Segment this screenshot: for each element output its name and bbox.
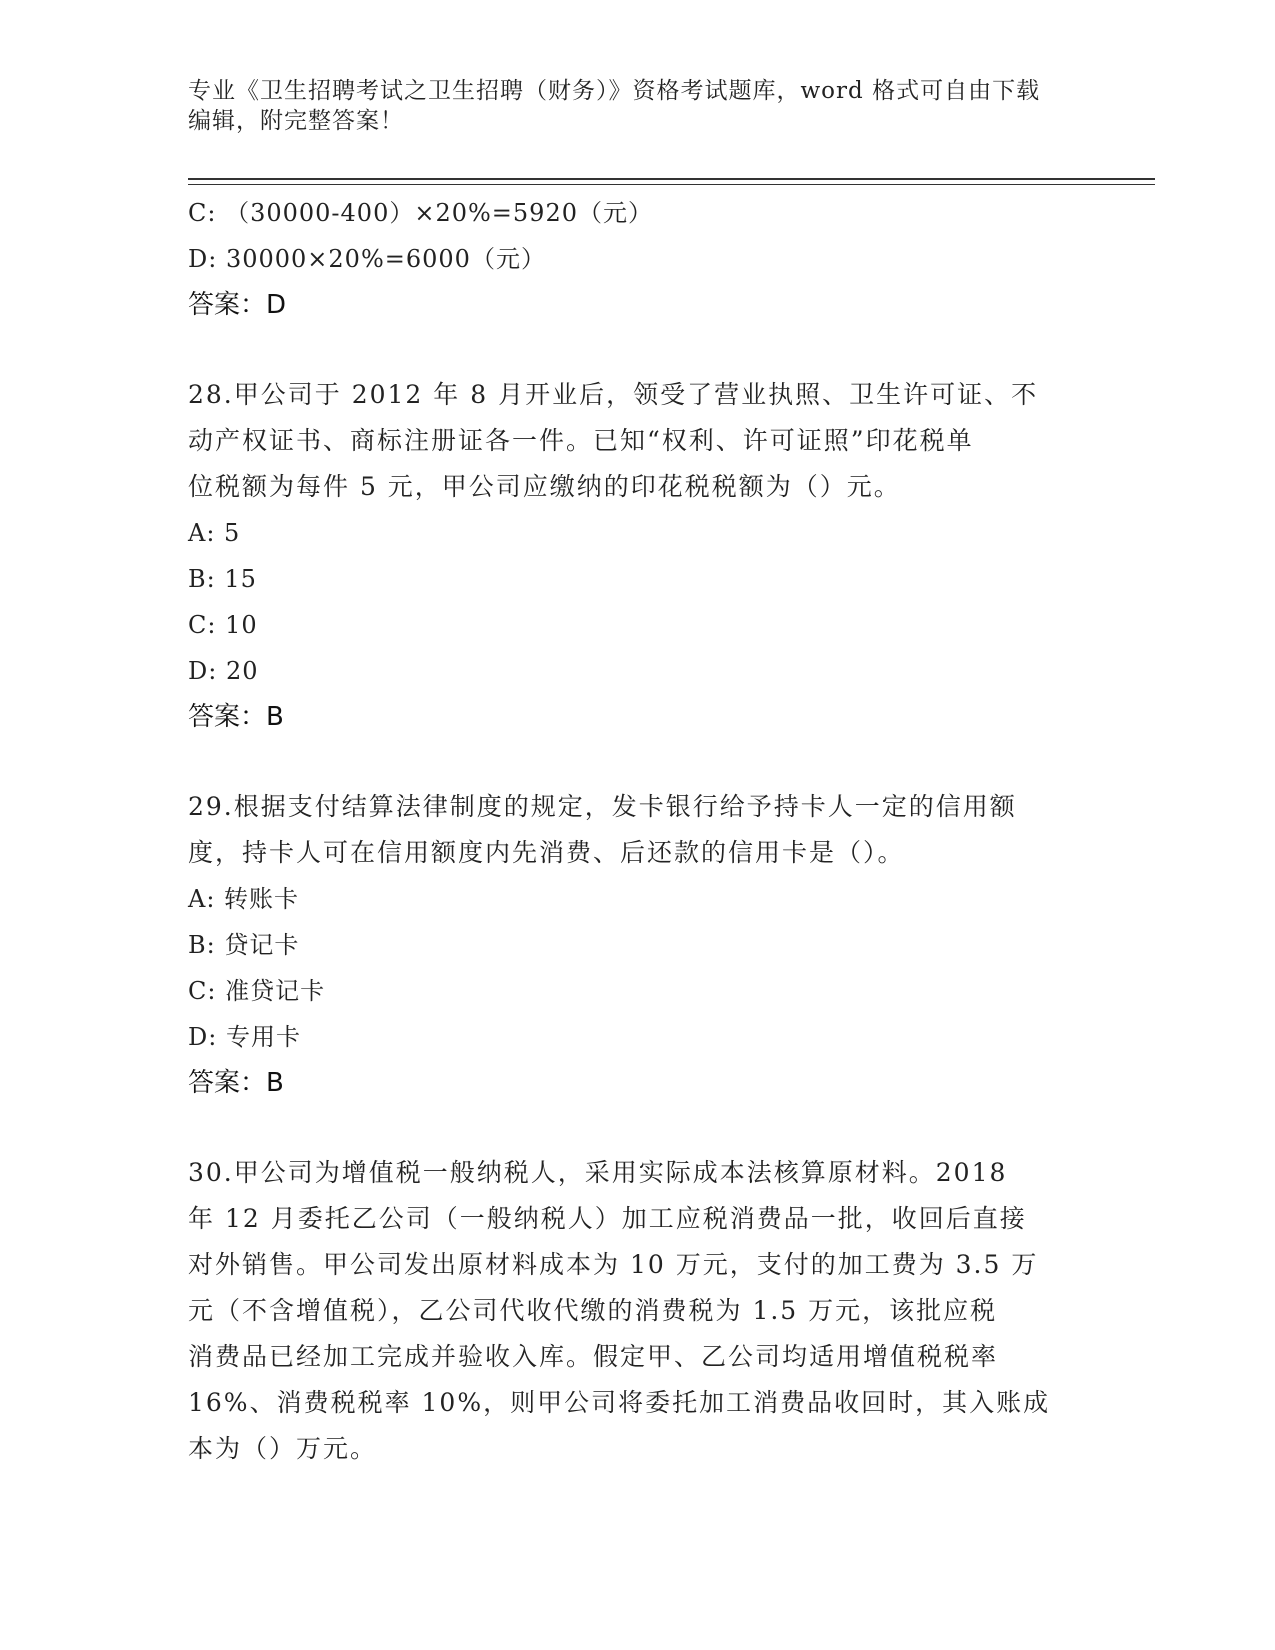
question-line: 28.甲公司于 2012 年 8 月开业后，领受了营业执照、卫生许可证、不 [188,380,1039,409]
question-line: 年 12 月委托乙公司（一般纳税人）加工应税消费品一批，收回后直接 [188,1204,1027,1233]
question-line: 16%、消费税税率 10%，则甲公司将委托加工消费品收回时，其入账成 [188,1388,1051,1417]
question-line: 度，持卡人可在信用额度内先消费、后还款的信用卡是（）。 [188,838,905,867]
option-b: B: 15 [188,565,257,593]
answer-line: 答案：D [188,290,287,320]
question-line: 元（不含增值税），乙公司代收代缴的消费税为 1.5 万元，该批应税 [188,1296,998,1325]
option-c: C: 10 [188,611,258,639]
option-b: B: 贷记卡 [188,931,300,959]
question-30 [188,1150,1078,1472]
answer-line: 答案：B [188,1068,284,1098]
question-list [188,190,1078,1472]
question-text [188,372,1078,510]
option-c: C: （30000-400）×20%=5920（元） [188,199,653,227]
question-28 [188,372,1078,740]
question-text [188,1150,1078,1472]
option-d: D: 30000×20%=6000（元） [188,245,546,273]
question-line: 对外销售。甲公司发出原材料成本为 10 万元，支付的加工费为 3.5 万 [188,1250,1039,1279]
question-29 [188,784,1078,1106]
question-line: 本为（）万元。 [188,1434,378,1463]
question-27-continuation [188,190,1078,328]
question-line: 动产权证书、商标注册证各一件。已知“权利、许可证照”印花税单 [188,426,974,455]
header-line: 专业《卫生招聘考试之卫生招聘（财务）》资格考试题库，word 格式可自由下载 [188,78,1041,104]
question-text [188,784,1078,876]
question-line: 29.根据支付结算法律制度的规定，发卡银行给予持卡人一定的信用额 [188,792,1017,821]
option-d: D: 专用卡 [188,1023,301,1051]
question-line: 30.甲公司为增值税一般纳税人，采用实际成本法核算原材料。2018 [188,1158,1008,1187]
header-divider-thick [188,178,1155,180]
option-c: C: 准贷记卡 [188,977,326,1005]
option-a: A: 转账卡 [188,885,300,913]
page-header [188,76,1078,136]
question-line: 消费品已经加工完成并验收入库。假定甲、乙公司均适用增值税税率 [188,1342,999,1371]
header-line: 编辑，附完整答案！ [188,108,404,134]
answer-line: 答案：B [188,702,284,732]
question-line: 位税额为每件 5 元，甲公司应缴纳的印花税税额为（）元。 [188,472,901,501]
option-d: D: 20 [188,657,259,685]
option-a: A: 5 [188,519,241,547]
header-divider-thin [188,184,1155,185]
